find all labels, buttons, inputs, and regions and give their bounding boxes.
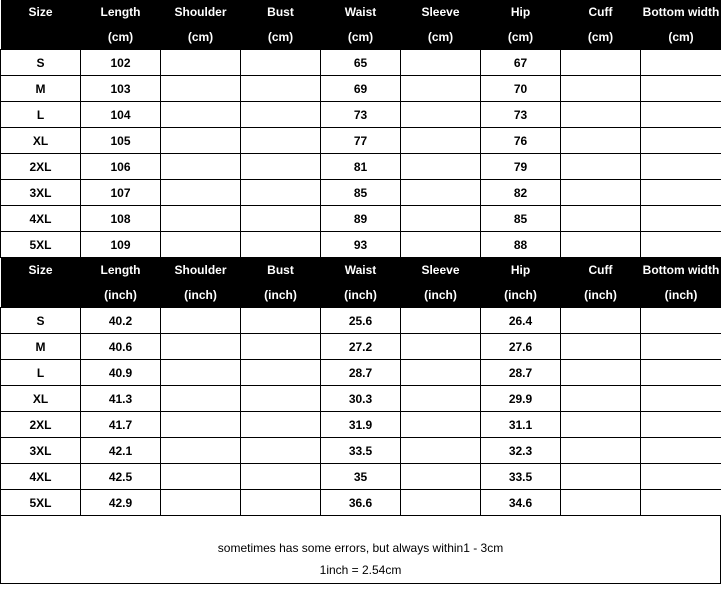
table-row (1, 386, 721, 412)
measurement-cell (561, 76, 641, 102)
measurement-cell (561, 334, 641, 360)
measurement-cell: 88 (481, 232, 561, 258)
measurement-cell (561, 438, 641, 464)
table-row (1, 76, 721, 102)
size-cell: S (1, 308, 81, 334)
measurement-cell: 35 (321, 464, 401, 490)
measurement-cell: 102 (81, 50, 161, 76)
measurement-cell: 79 (481, 154, 561, 180)
cm-unit-header: (cm) (481, 24, 561, 50)
measurement-cell: 65 (321, 50, 401, 76)
table-row (1, 128, 721, 154)
inch-column-header: Waist (321, 258, 401, 283)
cm-column-header: Sleeve (401, 0, 481, 24)
measurement-cell (561, 154, 641, 180)
measurement-cell (401, 334, 481, 360)
measurement-cell: 69 (321, 76, 401, 102)
measurement-cell: 103 (81, 76, 161, 102)
measurement-cell: 34.6 (481, 490, 561, 516)
measurement-cell (401, 154, 481, 180)
measurement-cell: 108 (81, 206, 161, 232)
cm-column-header: Hip (481, 0, 561, 24)
inch-column-header: Length (81, 258, 161, 283)
cm-column-header: Cuff (561, 0, 641, 24)
cm-header-row (1, 0, 721, 24)
inch-column-header: Sleeve (401, 258, 481, 283)
measurement-cell (161, 50, 241, 76)
cm-column-header: Bust (241, 0, 321, 24)
measurement-cell (401, 232, 481, 258)
inch-unit-header: (inch) (81, 282, 161, 308)
inch-header-row (1, 258, 721, 283)
inch-column-header: Cuff (561, 258, 641, 283)
cm-unit-header: (cm) (641, 24, 721, 50)
measurement-cell: 28.7 (321, 360, 401, 386)
table-row (1, 50, 721, 76)
measurement-cell (161, 360, 241, 386)
measurement-cell (161, 412, 241, 438)
measurement-cell (241, 412, 321, 438)
measurement-cell (641, 206, 721, 232)
inch-unit-header: (inch) (161, 282, 241, 308)
measurement-cell (641, 76, 721, 102)
measurement-cell: 42.9 (81, 490, 161, 516)
measurement-cell (161, 206, 241, 232)
measurement-cell: 27.6 (481, 334, 561, 360)
measurement-cell (401, 76, 481, 102)
cm-unit-row (1, 24, 721, 50)
table-row (1, 232, 721, 258)
measurement-cell (641, 308, 721, 334)
measurement-cell: 26.4 (481, 308, 561, 334)
size-cell: 5XL (1, 232, 81, 258)
measurement-cell: 30.3 (321, 386, 401, 412)
measurement-cell: 42.5 (81, 464, 161, 490)
measurement-cell: 40.9 (81, 360, 161, 386)
measurement-cell (641, 490, 721, 516)
measurement-cell (401, 102, 481, 128)
measurement-cell: 109 (81, 232, 161, 258)
size-cell: 3XL (1, 438, 81, 464)
measurement-cell (161, 490, 241, 516)
measurement-cell (561, 128, 641, 154)
measurement-cell: 33.5 (321, 438, 401, 464)
measurement-cell: 31.1 (481, 412, 561, 438)
measurement-cell (641, 50, 721, 76)
measurement-cell (401, 412, 481, 438)
measurement-cell (641, 232, 721, 258)
measurement-cell (561, 490, 641, 516)
measurement-cell: 81 (321, 154, 401, 180)
measurement-cell (401, 490, 481, 516)
size-cell: XL (1, 128, 81, 154)
measurement-cell: 28.7 (481, 360, 561, 386)
measurement-cell (401, 464, 481, 490)
measurement-cell (641, 412, 721, 438)
measurement-cell (401, 308, 481, 334)
table-row (1, 360, 721, 386)
inch-section (1, 258, 721, 516)
inch-column-header: Bust (241, 258, 321, 283)
measurement-cell: 106 (81, 154, 161, 180)
measurement-cell (641, 386, 721, 412)
measurement-cell (401, 128, 481, 154)
cm-section (1, 0, 721, 258)
inch-column-header: Hip (481, 258, 561, 283)
measurement-cell: 93 (321, 232, 401, 258)
measurement-cell: 41.3 (81, 386, 161, 412)
measurement-cell (401, 386, 481, 412)
measurement-cell (641, 128, 721, 154)
measurement-cell (161, 76, 241, 102)
inch-column-header: Bottom width (641, 258, 721, 283)
cm-column-header: Bottom width (641, 0, 721, 24)
measurement-cell: 82 (481, 180, 561, 206)
table-row (1, 308, 721, 334)
measurement-cell: 25.6 (321, 308, 401, 334)
table-row (1, 206, 721, 232)
measurement-cell (561, 102, 641, 128)
measurement-cell (641, 438, 721, 464)
measurement-cell (241, 334, 321, 360)
cm-unit-header (1, 24, 81, 50)
measurement-cell (401, 438, 481, 464)
cm-unit-header: (cm) (401, 24, 481, 50)
size-cell: L (1, 102, 81, 128)
measurement-cell (561, 464, 641, 490)
inch-unit-header: (inch) (481, 282, 561, 308)
measurement-cell: 89 (321, 206, 401, 232)
measurement-cell: 105 (81, 128, 161, 154)
measurement-cell (241, 438, 321, 464)
measurement-cell (161, 128, 241, 154)
cm-unit-header: (cm) (241, 24, 321, 50)
measurement-cell (401, 50, 481, 76)
cm-unit-header: (cm) (81, 24, 161, 50)
cm-unit-header: (cm) (561, 24, 641, 50)
size-cell: 2XL (1, 412, 81, 438)
inch-column-header: Size (1, 258, 81, 283)
measurement-cell (241, 180, 321, 206)
measurement-cell (161, 308, 241, 334)
measurement-cell (241, 206, 321, 232)
cm-column-header: Shoulder (161, 0, 241, 24)
measurement-cell: 36.6 (321, 490, 401, 516)
measurement-cell: 107 (81, 180, 161, 206)
cm-unit-header: (cm) (161, 24, 241, 50)
measurement-cell: 77 (321, 128, 401, 154)
measurement-cell: 70 (481, 76, 561, 102)
table-row (1, 490, 721, 516)
table-row (1, 464, 721, 490)
measurement-cell (241, 232, 321, 258)
measurement-cell (241, 490, 321, 516)
measurement-cell: 104 (81, 102, 161, 128)
measurement-cell (401, 206, 481, 232)
size-cell: 2XL (1, 154, 81, 180)
measurement-cell (241, 102, 321, 128)
conversion-note: 1inch = 2.54cm (319, 563, 402, 577)
cm-unit-header: (cm) (321, 24, 401, 50)
measurement-cell (161, 386, 241, 412)
inch-unit-row (1, 282, 721, 308)
measurement-cell (401, 180, 481, 206)
inch-column-header: Shoulder (161, 258, 241, 283)
measurement-cell: 31.9 (321, 412, 401, 438)
measurement-cell (241, 154, 321, 180)
measurement-cell (561, 386, 641, 412)
measurement-cell (241, 360, 321, 386)
table-row (1, 412, 721, 438)
measurement-cell: 40.2 (81, 308, 161, 334)
measurement-cell (641, 360, 721, 386)
measurement-cell (161, 438, 241, 464)
table-row (1, 438, 721, 464)
note-box (0, 516, 721, 584)
measurement-cell: 33.5 (481, 464, 561, 490)
measurement-cell (561, 412, 641, 438)
measurement-cell (161, 464, 241, 490)
measurement-cell (241, 128, 321, 154)
cm-column-header: Waist (321, 0, 401, 24)
measurement-cell (241, 308, 321, 334)
measurement-cell (641, 102, 721, 128)
size-cell: M (1, 76, 81, 102)
table-row (1, 102, 721, 128)
size-cell: S (1, 50, 81, 76)
measurement-cell (241, 50, 321, 76)
measurement-cell (241, 76, 321, 102)
size-cell: 4XL (1, 206, 81, 232)
size-cell: L (1, 360, 81, 386)
inch-unit-header: (inch) (321, 282, 401, 308)
measurement-cell (561, 308, 641, 334)
table-row (1, 180, 721, 206)
table-row (1, 154, 721, 180)
measurement-cell: 27.2 (321, 334, 401, 360)
measurement-cell (161, 232, 241, 258)
measurement-cell: 32.3 (481, 438, 561, 464)
inch-unit-header: (inch) (641, 282, 721, 308)
measurement-cell: 85 (321, 180, 401, 206)
measurement-cell (241, 386, 321, 412)
inch-unit-header: (inch) (241, 282, 321, 308)
measurement-cell: 76 (481, 128, 561, 154)
measurement-cell (561, 50, 641, 76)
measurement-cell: 67 (481, 50, 561, 76)
measurement-note: sometimes has some errors, but always within1 - 3cm (217, 541, 504, 555)
measurement-cell (561, 232, 641, 258)
measurement-cell (241, 464, 321, 490)
size-cell: 4XL (1, 464, 81, 490)
measurement-cell (401, 360, 481, 386)
size-cell: XL (1, 386, 81, 412)
cm-column-header: Length (81, 0, 161, 24)
measurement-cell (561, 360, 641, 386)
measurement-cell: 40.6 (81, 334, 161, 360)
measurement-cell (161, 154, 241, 180)
measurement-cell (561, 180, 641, 206)
table-row (1, 334, 721, 360)
cm-column-header: Size (1, 0, 81, 24)
measurement-cell: 85 (481, 206, 561, 232)
size-cell: M (1, 334, 81, 360)
inch-unit-header: (inch) (401, 282, 481, 308)
measurement-cell: 29.9 (481, 386, 561, 412)
measurement-cell: 42.1 (81, 438, 161, 464)
measurement-cell (161, 180, 241, 206)
inch-unit-header: (inch) (561, 282, 641, 308)
measurement-cell: 73 (321, 102, 401, 128)
measurement-cell: 41.7 (81, 412, 161, 438)
measurement-cell (641, 464, 721, 490)
measurement-cell (161, 102, 241, 128)
size-cell: 3XL (1, 180, 81, 206)
measurement-cell (641, 334, 721, 360)
measurement-cell (561, 206, 641, 232)
measurement-cell (641, 154, 721, 180)
measurement-cell: 73 (481, 102, 561, 128)
inch-unit-header (1, 282, 81, 308)
measurement-cell (161, 334, 241, 360)
measurement-cell (641, 180, 721, 206)
size-cell: 5XL (1, 490, 81, 516)
